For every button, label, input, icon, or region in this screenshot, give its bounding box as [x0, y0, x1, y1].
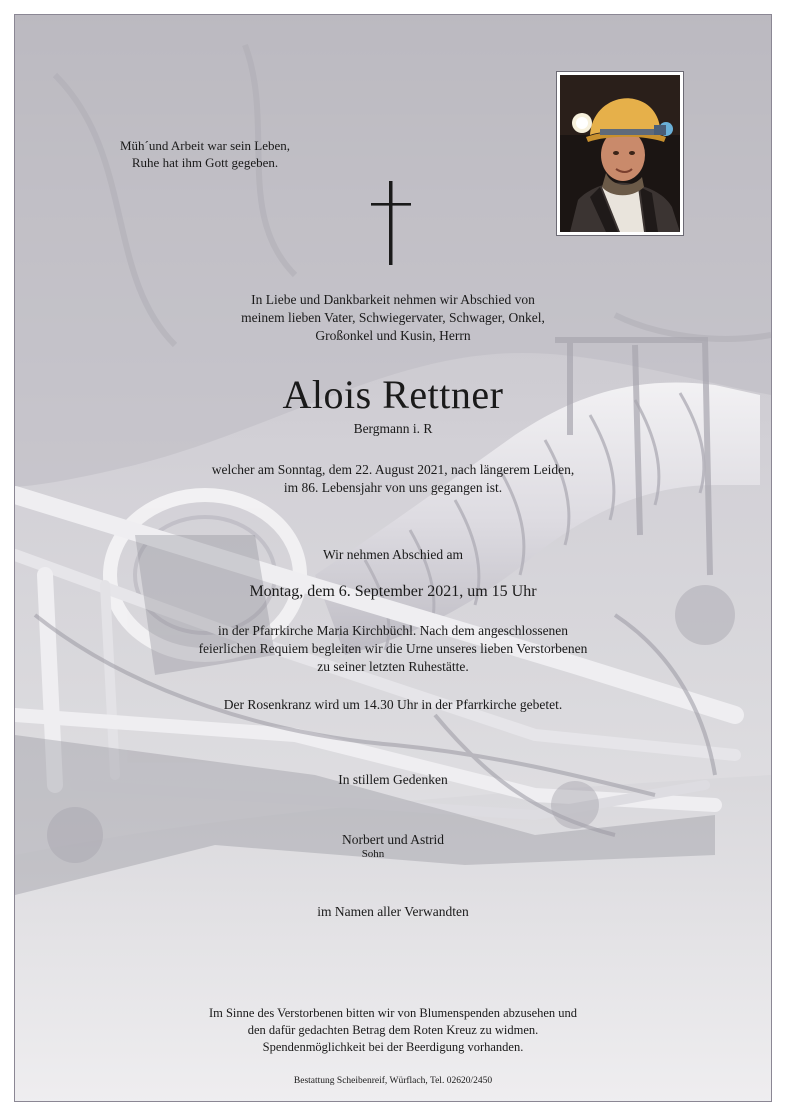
- death-notice: [15, 461, 771, 497]
- rosary-notice: Der Rosenkranz wird um 14.30 Uhr in der Pfarrkirche gebetet.: [223, 697, 563, 712]
- intro-line: meinem lieben Vater, Schwiegervater, Schwager, Onkel,: [241, 310, 545, 325]
- relatives-line: im Namen aller Verwandten: [317, 904, 469, 919]
- cross-icon: [371, 181, 411, 265]
- intro-line: Großonkel und Kusin, Herrn: [315, 328, 471, 343]
- farewell-heading: Wir nehmen Abschied am: [322, 547, 464, 562]
- undertaker-info: Bestattung Scheibenreif, Würflach, Tel. 02620/2450: [293, 1076, 493, 1086]
- mourners-names: Norbert und Astrid: [342, 832, 444, 847]
- motto: [85, 137, 325, 171]
- ceremony-line: zu seiner letzten Ruhestätte.: [317, 659, 469, 674]
- memory-line: In stillem Gedenken: [338, 772, 448, 787]
- death-notice-line: im 86. Lebensjahr von uns gegangen ist.: [283, 480, 503, 495]
- obituary-card: [14, 14, 772, 1102]
- portrait-photo: [556, 71, 684, 236]
- farewell-date: Montag, dem 6. September 2021, um 15 Uhr: [249, 583, 537, 600]
- ceremony-details: [15, 622, 771, 676]
- ceremony-line: feierlichen Requiem begleiten wir die Urne unseres lieben Verstorbenen: [198, 641, 588, 656]
- intro-text: [15, 291, 771, 345]
- donation-line: den dafür gedachten Betrag dem Roten Kreuz zu widmen.: [247, 1023, 539, 1037]
- miner-portrait-image: [560, 75, 680, 232]
- donation-line: Im Sinne des Verstorbenen bitten wir von Blumenspenden abzusehen und: [208, 1006, 578, 1020]
- death-notice-line: welcher am Sonntag, dem 22. August 2021, nach längerem Leiden,: [211, 462, 575, 477]
- motto-line: Müh´und Arbeit war sein Leben,: [119, 138, 291, 153]
- motto-line: Ruhe hat ihm Gott gegeben.: [131, 155, 279, 170]
- donation-line: Spendenmöglichkeit bei der Beerdigung vorhanden.: [262, 1040, 524, 1054]
- occupation: Bergmann i. R: [353, 421, 433, 436]
- deceased-name: Alois Rettner: [282, 372, 504, 417]
- donation-request: [15, 1005, 771, 1056]
- ceremony-line: in der Pfarrkirche Maria Kirchbüchl. Nach dem angeschlossenen: [217, 623, 569, 638]
- intro-line: In Liebe und Dankbarkeit nehmen wir Abschied von: [251, 292, 535, 307]
- mourners-relation: Sohn: [361, 848, 385, 860]
